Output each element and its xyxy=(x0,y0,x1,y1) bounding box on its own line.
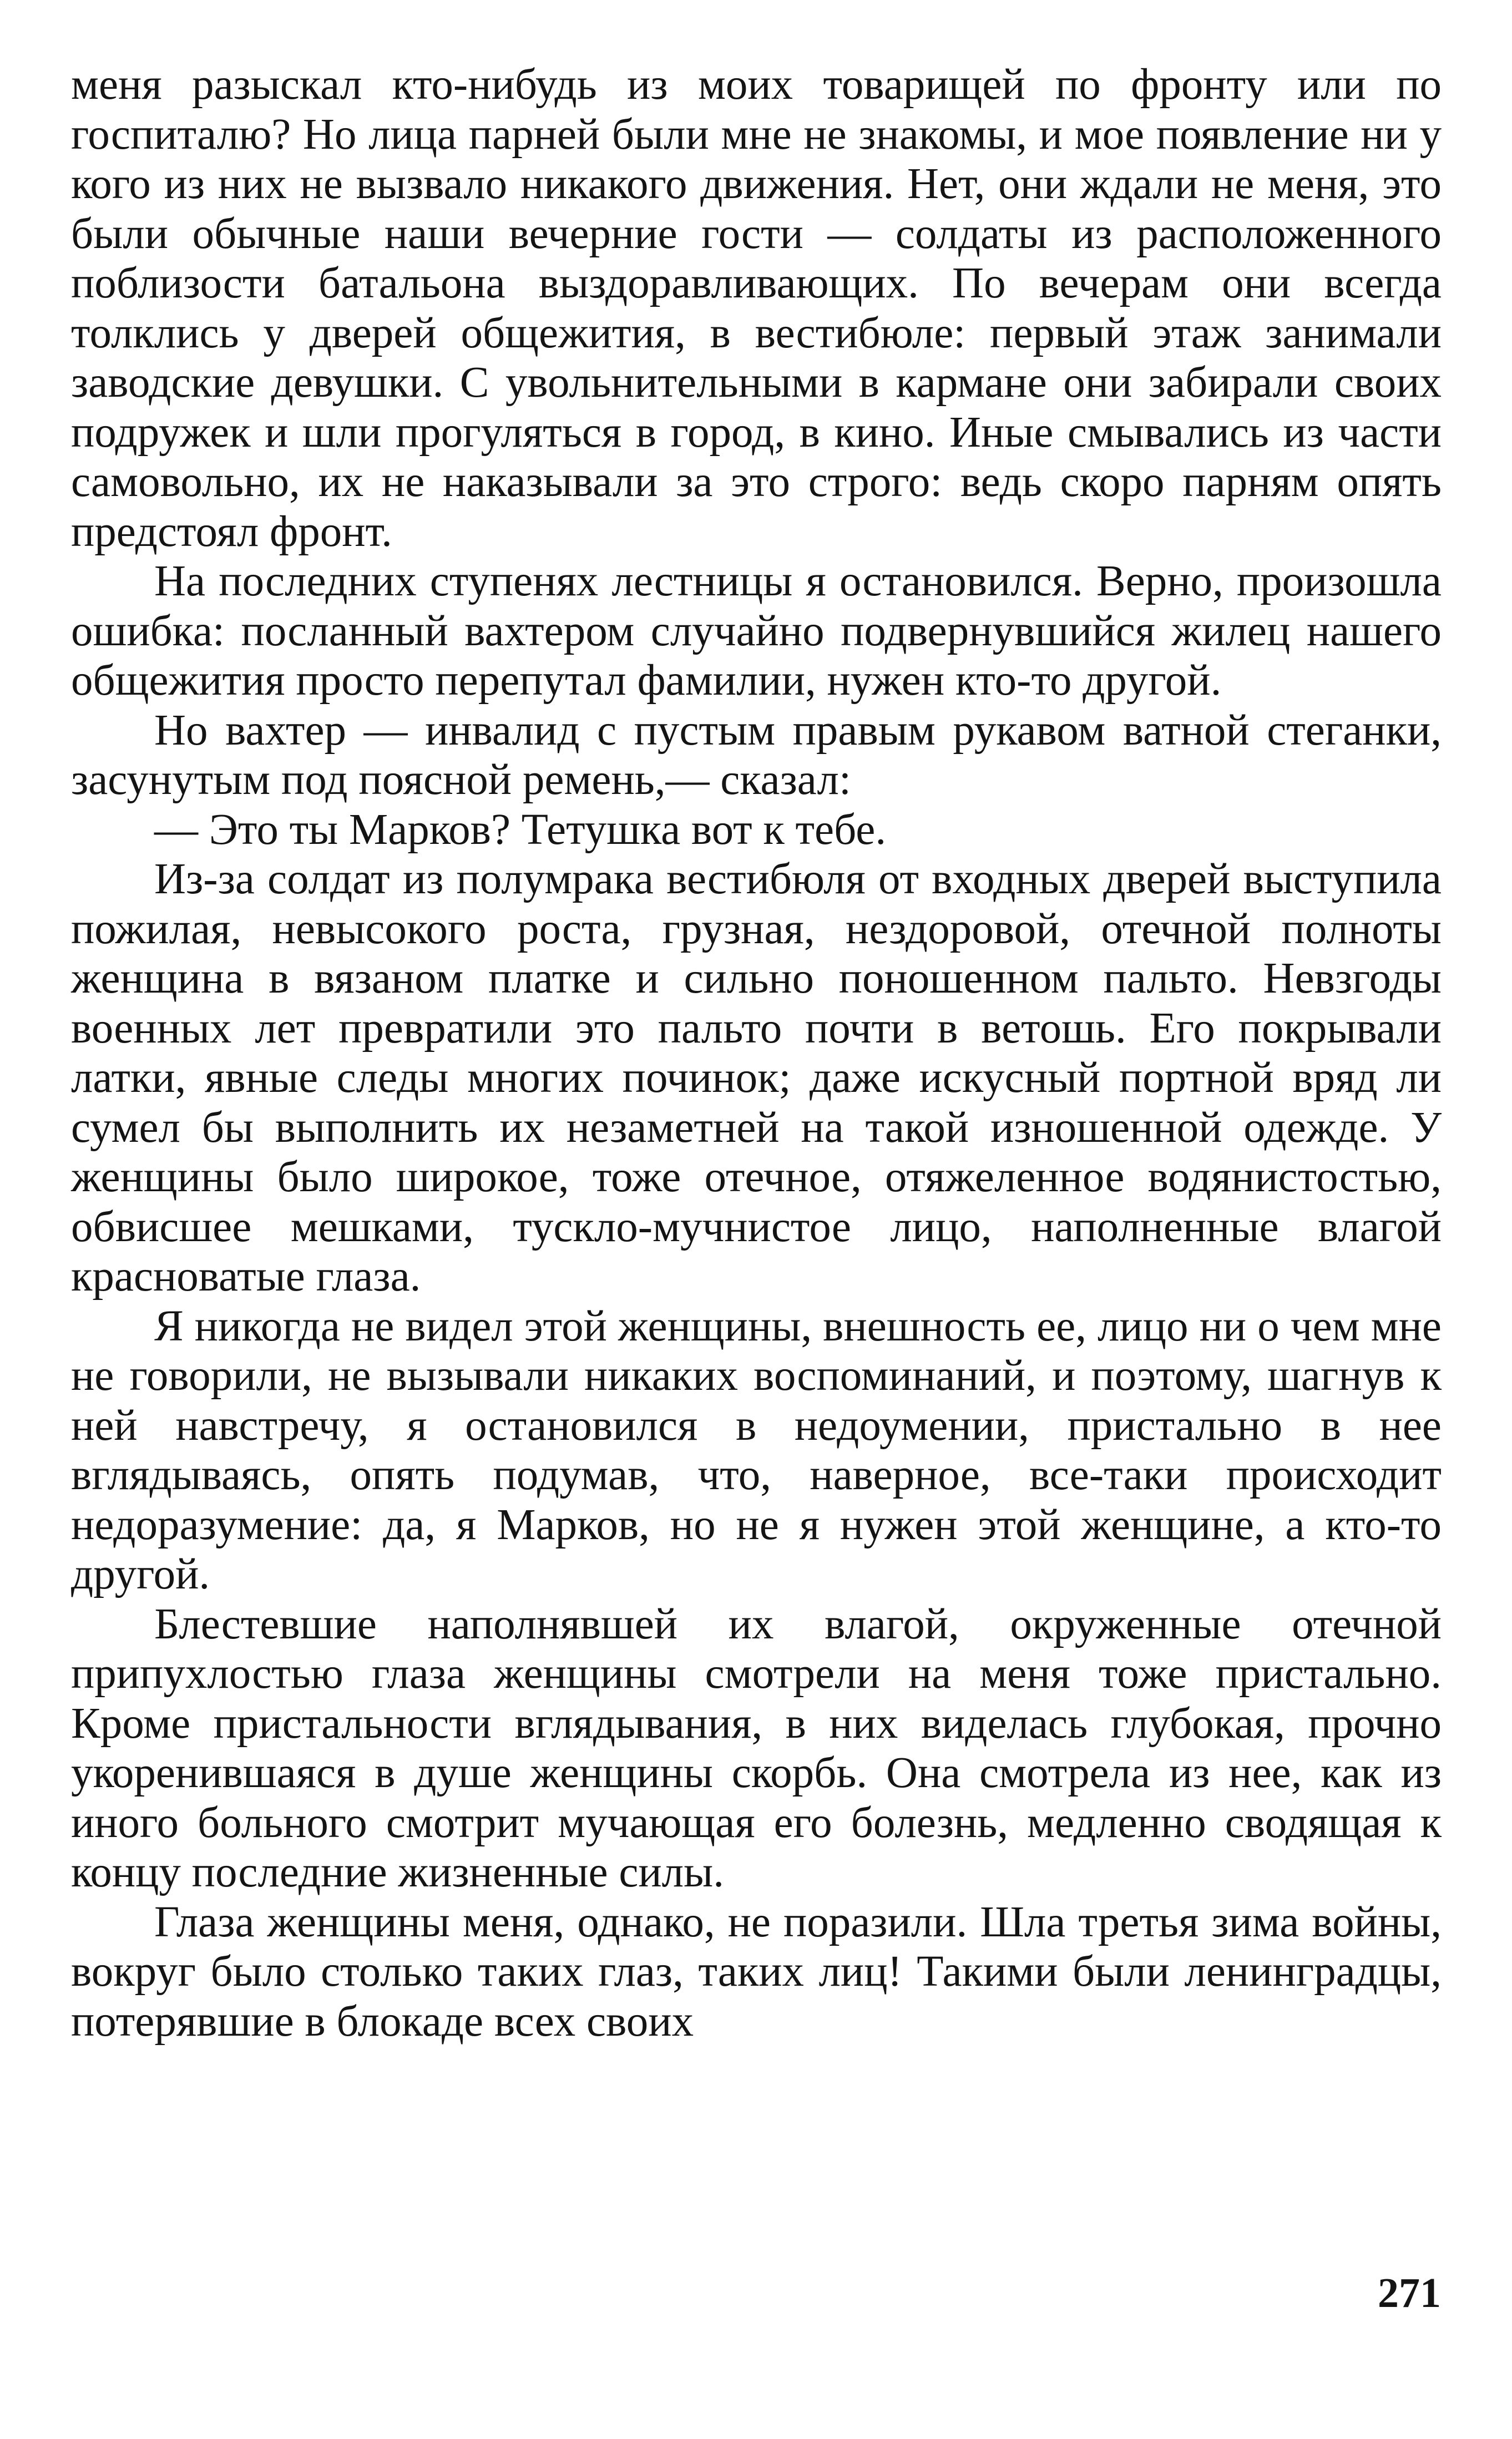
paragraph: Блестевшие наполнявшей их влагой, окруженные отечной припухлостью глаза женщины смотрели на меня тоже пристально. Кроме пристальности вглядывания, в них виделась глубокая, прочно укоренившаяся в душе женщины скорбь. Она смотрела из нее, как из иного больного смотрит мучающая его болезнь, медленно сводящая к концу последние жизненные силы. xyxy=(71,1600,1442,1896)
paragraph: Из-за солдат из полумрака вестибюля от входных дверей выступила пожилая, невысокого роста, грузная, нездоровой, отечной полноты женщина в вязаном платке и сильно поношенном пальто. Невзгоды военных лет превратили это пальто почти в ветошь. Его покрывали латки, явные следы многих починок; даже искусный портной вряд ли сумел бы выполнить их незаметней на такой изношенной одежде. У женщины было широкое, тоже отечное, отяжеленное водянистостью, обвисшее мешками, тускло-мучнистое лицо, наполненные влагой красноватые глаза. xyxy=(71,855,1442,1301)
paragraph: Глаза женщины меня, однако, не поразили. Шла третья зима войны, вокруг было столько таких глаз, таких лиц! Такими были ленинградцы, потерявшие в блокаде всех своих xyxy=(71,1897,1442,2046)
page-body-text xyxy=(71,60,1442,2046)
paragraph: На последних ступенях лестницы я остановился. Верно, произошла ошибка: посланный вахтером случайно подвернувшийся жилец нашего общежития просто перепутал фамилии, нужен кто-то другой. xyxy=(71,557,1442,705)
page-number: 271 xyxy=(1378,2270,1441,2316)
paragraph: Я никогда не видел этой женщины, внешность ее, лицо ни о чем мне не говорили, не вызывали никаких воспоминаний, и поэтому, шагнув к ней навстречу, я остановился в недоумении, пристально в нее вглядываясь, опять подумав, что, наверное, все-таки происходит недоразумение: да, я Марков, но не я нужен этой женщине, а кто-то другой. xyxy=(71,1302,1442,1598)
paragraph-continuation: меня разыскал кто-нибудь из моих товарищей по фронту или по госпиталю? Но лица парней были мне не знакомы, и мое появление ни у кого из них не вызвало никакого движения. Нет, они ждали не меня, это были обычные наши вечерние гости — солдаты из расположенного поблизости батальона выздоравливающих. По вечерам они всегда толклись у дверей общежития, в вестибюле: первый этаж занимали заводские девушки. С увольнительными в кармане они забирали своих подружек и шли прогуляться в город, в кино. Иные смывались из части самовольно, их не наказывали за это строго: ведь скоро парням опять предстоял фронт. xyxy=(71,60,1442,556)
dialogue-line: — Это ты Марков? Тетушка вот к тебе. xyxy=(154,805,887,854)
paragraph: Но вахтер — инвалид с пустым правым рукавом ватной стеганки, засунутым под поясной ремень,— сказал: xyxy=(71,706,1442,804)
